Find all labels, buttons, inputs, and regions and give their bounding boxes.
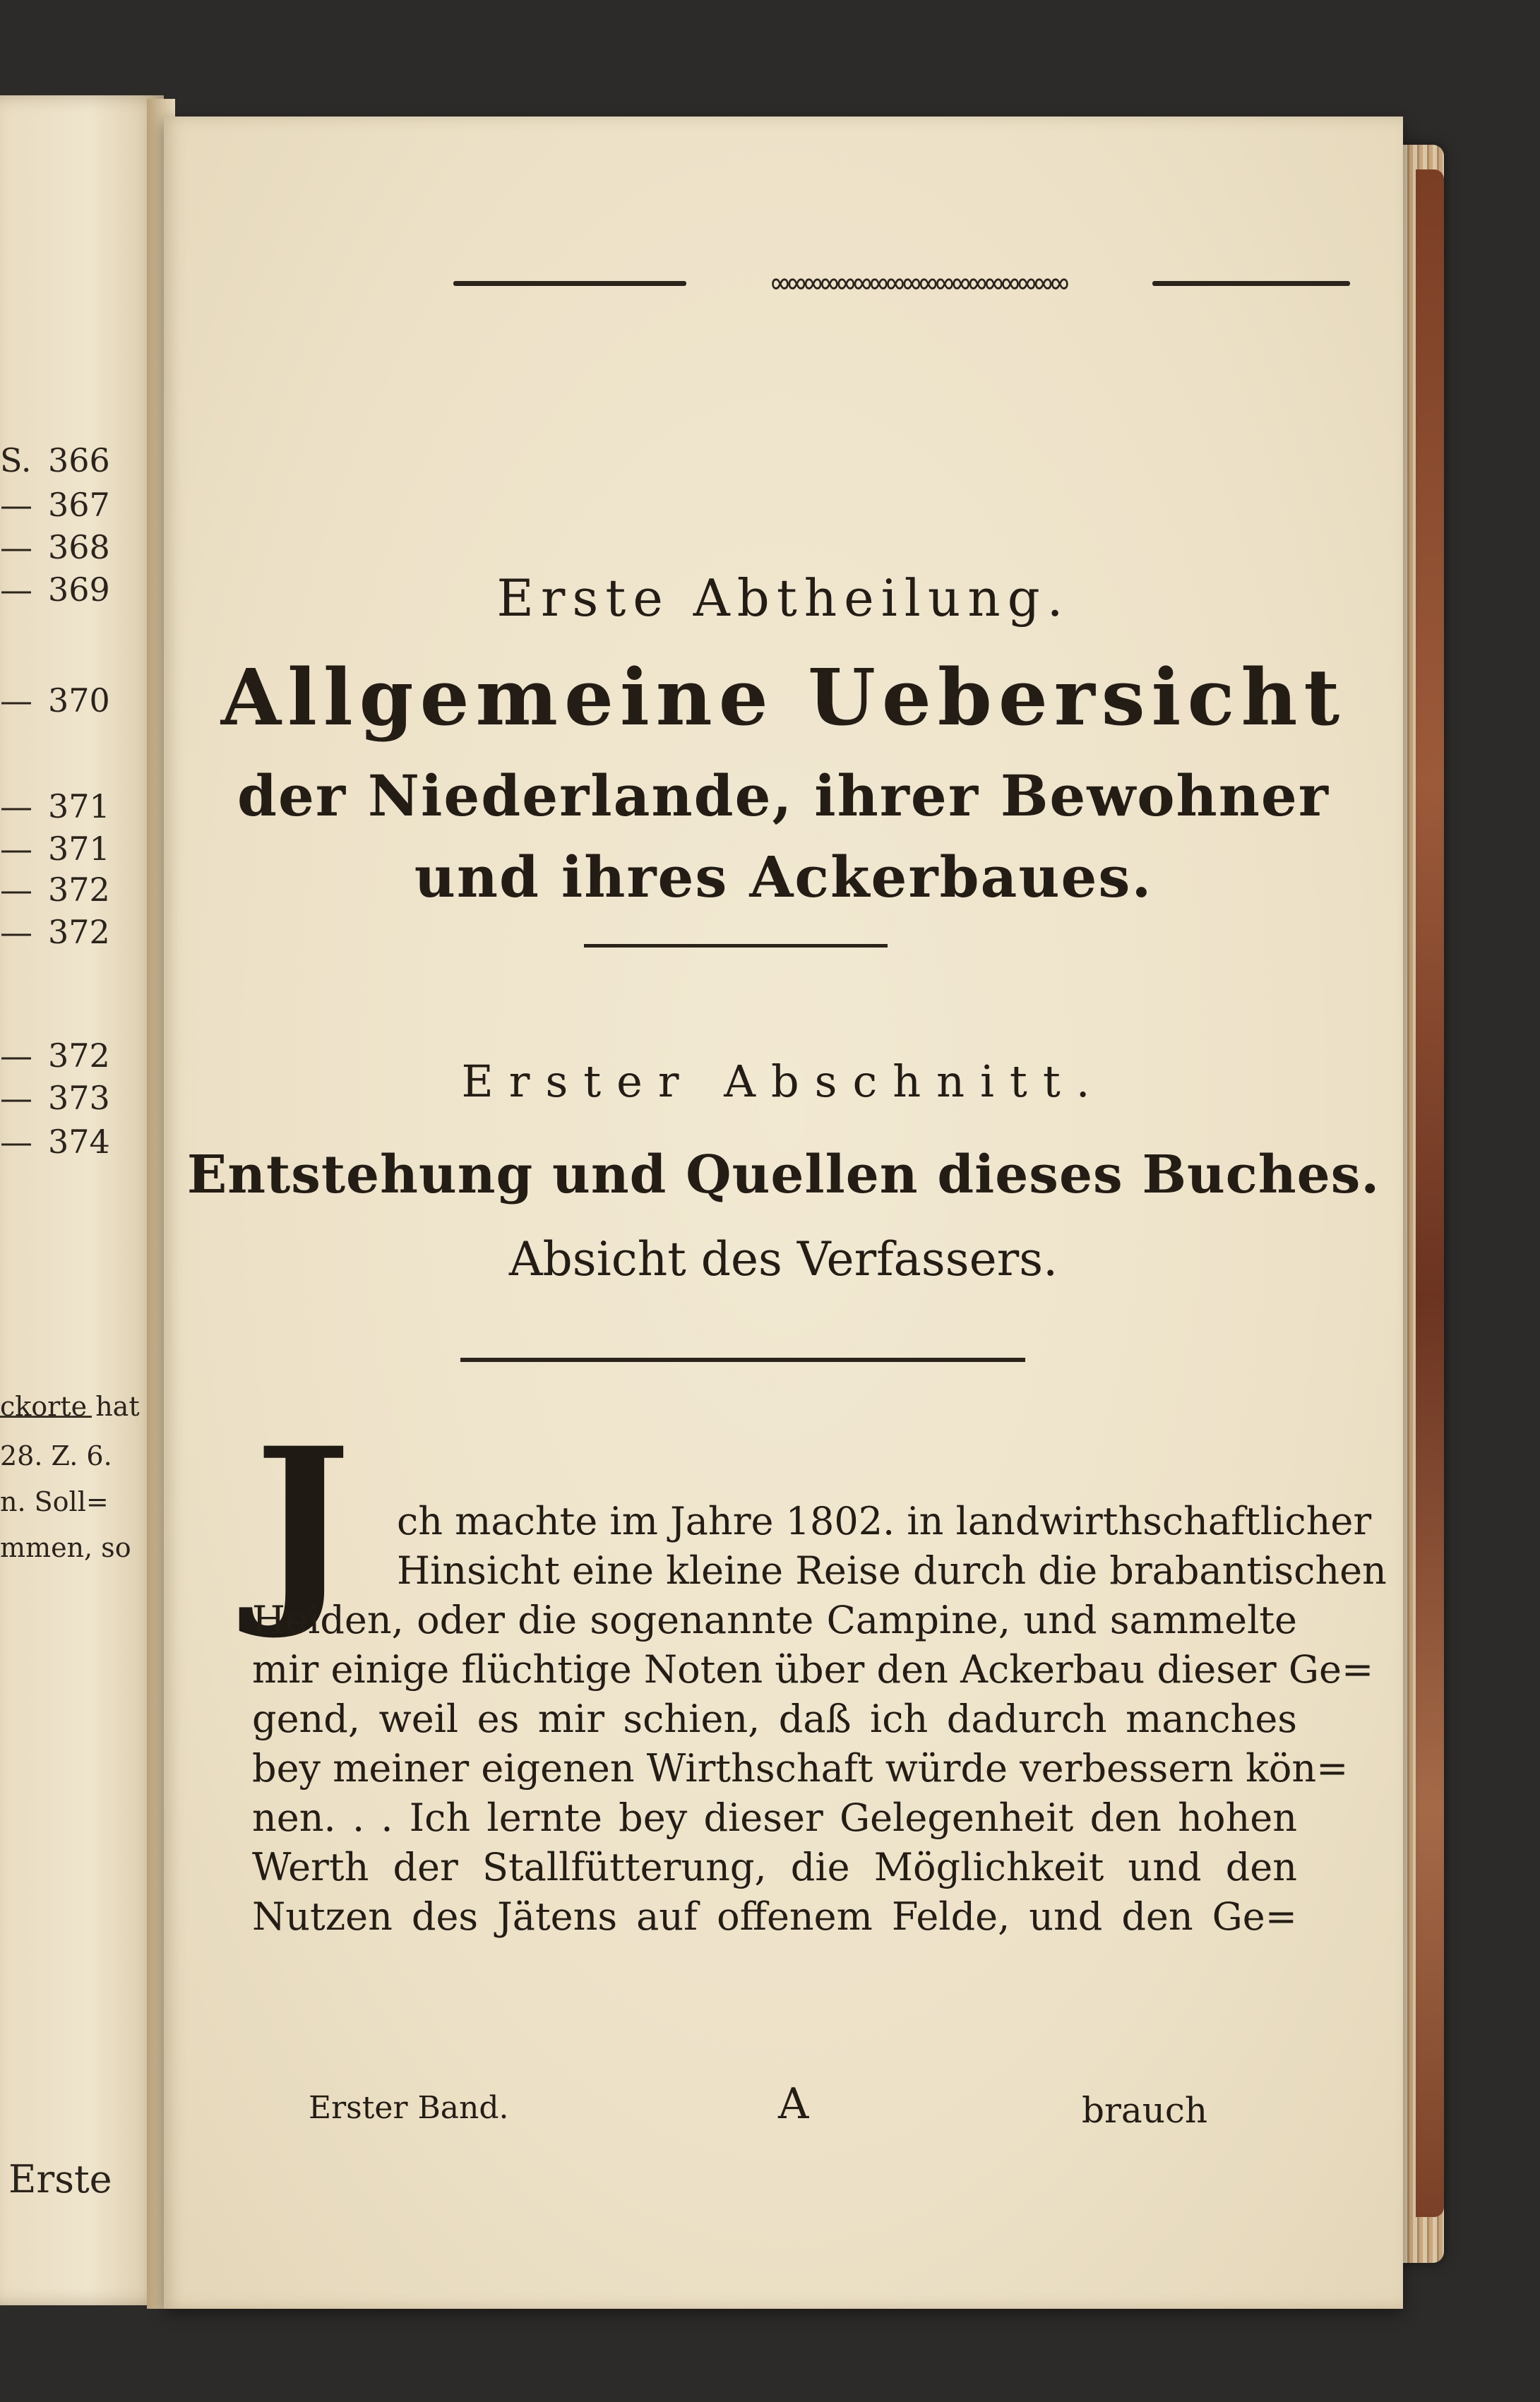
subtitle-line-1: der Niederlande, ihrer Bewohner bbox=[237, 763, 1330, 829]
section-title: Entstehung und Quellen dieses Buches. bbox=[186, 1145, 1380, 1205]
left-entry-label: — bbox=[0, 1036, 32, 1075]
section-heading: Erster Abschnitt. bbox=[461, 1056, 1106, 1107]
left-page-fragment: mmen, so bbox=[0, 1532, 131, 1563]
left-page-fragment: 28. Z. 6. bbox=[0, 1440, 112, 1471]
main-title: Allgemeine Uebersicht bbox=[220, 652, 1347, 743]
ornament-chain: ∞∞∞∞∞∞∞∞∞∞∞∞∞∞∞∞∞∞ bbox=[771, 265, 1068, 300]
divider-rule bbox=[584, 944, 888, 948]
left-entry-label: — bbox=[0, 570, 32, 609]
section-subtitle: Absicht des Verfassers. bbox=[508, 1232, 1058, 1286]
ornament-rule-left bbox=[453, 281, 686, 286]
left-page-catchword: Erste bbox=[8, 2157, 112, 2201]
left-entry-page: 366 bbox=[48, 441, 110, 479]
catchword: brauch bbox=[1082, 2090, 1208, 2131]
left-entry-label: — bbox=[0, 681, 32, 719]
right-page bbox=[164, 116, 1403, 2309]
left-entry-page: 367 bbox=[48, 486, 110, 524]
body-line: ch machte im Jahre 1802. in landwirthschaftlicher bbox=[397, 1499, 1372, 1543]
left-entry-page: 373 bbox=[48, 1079, 110, 1117]
left-entry-page: 371 bbox=[48, 787, 110, 825]
body-line: gend, weil es mir schien, daß ich dadurch manches bbox=[252, 1697, 1297, 1741]
body-line: Heiden, oder die sogenannte Campine, und sammelte bbox=[252, 1598, 1297, 1642]
subtitle-line-2: und ihres Ackerbaues. bbox=[414, 844, 1153, 910]
left-entry-label: — bbox=[0, 913, 32, 951]
left-entry-page: 374 bbox=[48, 1123, 110, 1161]
body-line: Werth der Stallfütterung, die Möglichkeit und den bbox=[252, 1845, 1297, 1889]
signature-mark: A bbox=[778, 2079, 809, 2129]
left-entry-page: 370 bbox=[48, 681, 110, 719]
ornament-rule bbox=[453, 265, 1364, 300]
left-entry-label: — bbox=[0, 1123, 32, 1161]
left-entry-page: 372 bbox=[48, 871, 110, 909]
left-entry-label: — bbox=[0, 528, 32, 566]
left-entry-page: 369 bbox=[48, 570, 110, 609]
left-entry-page: 371 bbox=[48, 830, 110, 868]
volume-footer: Erster Band. bbox=[309, 2090, 509, 2126]
body-line: nen. . . Ich lernte bey dieser Gelegenheit den hohen bbox=[252, 1795, 1297, 1840]
body-line: Nutzen des Jätens auf offenem Felde, und den Ge= bbox=[252, 1894, 1297, 1939]
divider-rule bbox=[460, 1358, 1025, 1362]
left-entry-page: 372 bbox=[48, 1036, 110, 1075]
left-entry-label: — bbox=[0, 871, 32, 909]
body-line: mir einige flüchtige Noten über den Ackerbau dieser Ge= bbox=[252, 1647, 1374, 1692]
left-page-fragment: n. Soll= bbox=[0, 1486, 109, 1517]
body-line: bey meiner eigenen Wirthschaft würde verbessern kön= bbox=[252, 1746, 1349, 1791]
left-entry-label: — bbox=[0, 1079, 32, 1117]
left-entry-label: S. bbox=[0, 441, 32, 479]
left-page-fragment: ckorte hat bbox=[0, 1391, 140, 1422]
left-entry-label: — bbox=[0, 830, 32, 868]
ornament-rule-right bbox=[1152, 281, 1350, 286]
left-page bbox=[0, 95, 164, 2305]
body-line: Hinsicht eine kleine Reise durch die brabantischen bbox=[397, 1548, 1387, 1593]
drop-capital: J bbox=[254, 1404, 352, 1644]
left-entry-page: 372 bbox=[48, 913, 110, 951]
left-entry-label: — bbox=[0, 486, 32, 524]
left-entry-label: — bbox=[0, 787, 32, 825]
left-entry-page: 368 bbox=[48, 528, 110, 566]
division-heading: Erste Abtheilung. bbox=[496, 568, 1070, 628]
cover-edge bbox=[1416, 169, 1444, 2217]
